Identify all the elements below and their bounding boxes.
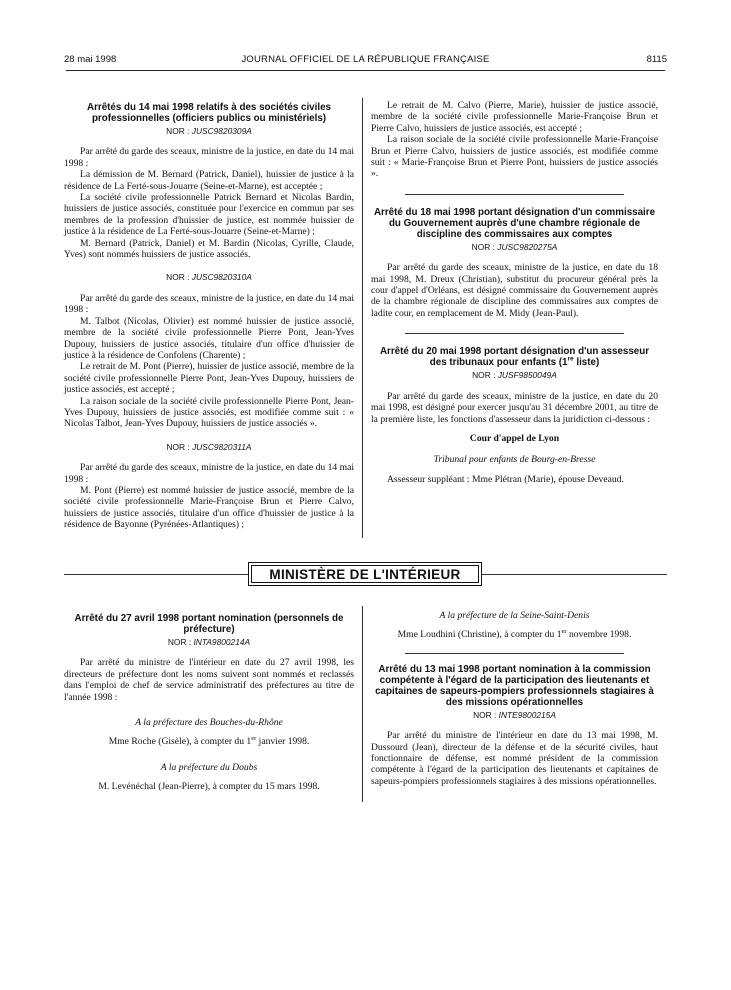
paragraph: Par arrêté du garde des sceaux, ministre de la justice, en date du 14 mai 1998 :	[64, 292, 354, 316]
section-title: Arrêté du 27 avril 1998 portant nomination (personnels de préfecture)	[74, 613, 344, 635]
right-column-upper	[371, 100, 658, 485]
nor-reference: NOR : JUSC9820309A	[166, 126, 252, 136]
prefecture-heading: A la préfecture des Bouches-du-Rhône	[135, 717, 283, 729]
paragraph: La raison sociale de la société civile professionnelle Marie-Françoise Brun et Pierre Calvo, huissiers de justice associés, est modifiée comme suit : « Marie-Françoise Brun et Pierre Pont, huissiers de justice associés ».	[371, 134, 658, 180]
paragraph: Par arrêté du garde des sceaux, ministre de la justice, en date du 14 mai 1998 :	[64, 462, 354, 485]
paragraph: Par arrêté du garde des sceaux, ministre de la justice, en date du 20 mai 1998, est désigné pour exercer jusqu'au 31 décembre 2001, au titre de la première liste, les fonctions d'assesseur dans la juridiction ci-dessous :	[371, 390, 658, 425]
section-title: Arrêté du 13 mai 1998 portant nomination à la commission compétente à l'égard de la participation des lieutenants et capitaines de sapeurs-pompiers professionnels stagiaires à des missions opérationnelles	[375, 663, 654, 708]
nor-reference: NOR : JUSF9850049A	[472, 370, 557, 381]
section-arretes-14-mai	[64, 102, 354, 531]
ministry-banner-label: MINISTÈRE DE L'INTÉRIEUR	[251, 565, 479, 583]
column-separator-lower	[362, 606, 363, 802]
appointment-entry: Mme Loudhini (Christine), à compter du 1er novembre 1998.	[397, 628, 632, 641]
paragraph: Le retrait de M. Pont (Pierre), huissier de justice associé, membre de la société civile professionnelle Pierre Pont, Jean-Yves Dupouy, huissiers de justice associés, est accepté ;	[64, 361, 354, 396]
header-rule	[66, 70, 665, 71]
section-arrete-27-avril	[64, 613, 354, 793]
paragraph: La société civile professionnelle Patrick Bernard et Nicolas Bardin, huissiers de justice associés, constituée pour l'exercice en commun par ses membres de la profession d'huissier de justice, est nommée huissier de justice à la résidence de La Ferté-sous-Jouarre (Seine-et-Marne) ;	[64, 192, 354, 238]
prefecture-heading: A la préfecture de la Seine-Saint-Denis	[439, 610, 590, 621]
paragraph: Le retrait de M. Calvo (Pierre, Marie), huissier de justice associé, membre de la société civile professionnelle Marie-Françoise Brun et Pierre Calvo, huissiers de justice associés, est accepté ;	[371, 100, 658, 134]
right-column-lower	[371, 610, 658, 787]
paragraph: Par arrêté du garde des sceaux, ministre de la justice, en date du 14 mai 1998 :	[64, 146, 354, 169]
paragraph: M. Bernard (Patrick, Daniel) et M. Bardin (Nicolas, Cyrille, Claude, Yves) sont nommés huissiers de justice associés.	[64, 237, 354, 261]
banner-rule-right	[482, 574, 667, 575]
column-separator-upper	[362, 98, 363, 538]
nor-reference: NOR : JUSC9820275A	[471, 241, 558, 252]
prefecture-heading: A la préfecture du Doubs	[160, 761, 258, 773]
paragraph: La démission de M. Bernard (Patrick, Daniel), huissier de justice à la résidence de La Ferté-sous-Jouarre (Seine-et-Marne), est acceptée ;	[64, 169, 354, 192]
appointment-entry: Mme Roche (Gisèle), à compter du 1er janvier 1998.	[108, 735, 310, 748]
paragraph: Par arrêté du ministre de l'intérieur en date du 27 avril 1998, les directeurs de préfecture dont les noms suivent sont nommés et reclassés dans l'emploi de chef de service administratif des préfectures au titre de l'année 1998 :	[64, 657, 354, 703]
banner-rule-left	[64, 574, 248, 575]
ministry-banner	[248, 562, 482, 586]
paragraph: M. Pont (Pierre) est nommé huissier de justice associé, membre de la société civile professionnelle Marie-Françoise Brun et Pierre Calvo, huissiers de justice associés, titulaire d'un office d'huissier de justice à la résidence de Bayonne (Pyrénées-Atlantiques) ;	[64, 484, 354, 531]
section-divider	[405, 653, 624, 654]
section-divider	[405, 333, 624, 334]
nor-reference: NOR : INTE9800215A	[473, 709, 556, 720]
appointment-entry: M. Levénéchal (Jean-Pierre), à compter du 15 mars 1998.	[98, 781, 320, 793]
paragraph: Assesseur suppléant : Mme Plétran (Marie), épouse Deveaud.	[387, 473, 624, 485]
nor-reference: NOR : JUSC9820311A	[166, 441, 252, 452]
nor-reference: NOR : JUSC9820310A	[166, 272, 252, 283]
paragraph: La raison sociale de la société civile professionnelle Pierre Pont, Jean-Yves Dupouy, huissiers de justice associés, est modifiée comme suit : « Nicolas Talbot, Jean-Yves Dupouy, huissiers de justice associés ».	[64, 395, 354, 430]
paragraph: M. Talbot (Nicolas, Olivier) est nommé huissier de justice associé, membre de la société civile professionnelle Pierre Pont, Jean-Yves Dupouy, huissiers de justice associés, titulaire d'un office d'huissier de justice à la résidence de Confolens (Charente) ;	[64, 315, 354, 361]
court-heading: Cour d'appel de Lyon	[469, 432, 560, 444]
paragraph: Par arrêté du garde des sceaux, ministre de la justice, en date du 18 mai 1998, M. Dreux (Christian), substitut du procureur général près la cour d'appel d'Orléans, est désigné commissaire du Gouvernement auprès de la chambre régionale de discipline des commissaires aux comptes de ladite cour, en remplacement de M. Midy (Jean-Paul).	[371, 262, 658, 319]
section-title: Arrêté du 20 mai 1998 portant désignation d'un assesseur des tribunaux pour enfants (1re liste)	[379, 346, 650, 369]
section-title: Arrêté du 18 mai 1998 portant désignation d'un commissaire du Gouvernement auprès d'une chambre régionale de discipline des commissaires aux comptes	[373, 206, 656, 240]
nor-reference: NOR : INTA9800214A	[167, 637, 251, 647]
section-title: Arrêtés du 14 mai 1998 relatifs à des sociétés civiles professionnelles (officiers publics ou ministériels)	[87, 102, 331, 124]
header-page-number: 8115	[646, 54, 667, 65]
paragraph: Par arrêté du ministre de l'intérieur en date du 13 mai 1998, M. Dussourd (Jean), directeur de la défense et de la sécurité civiles, haut fonctionnaire de défense, est nommé président de la commission compétente à l'égard de la participation des lieutenants et capitaines de sapeurs-pompiers professionnels stagiaires à des missions opérationnelles.	[371, 730, 658, 787]
tribunal-heading: Tribunal pour enfants de Bourg-en-Bresse	[433, 454, 596, 466]
section-divider	[405, 194, 624, 195]
header-date: 28 mai 1998	[64, 54, 117, 65]
header-journal-title: JOURNAL OFFICIEL DE LA RÉPUBLIQUE FRANÇAISE	[241, 54, 490, 65]
